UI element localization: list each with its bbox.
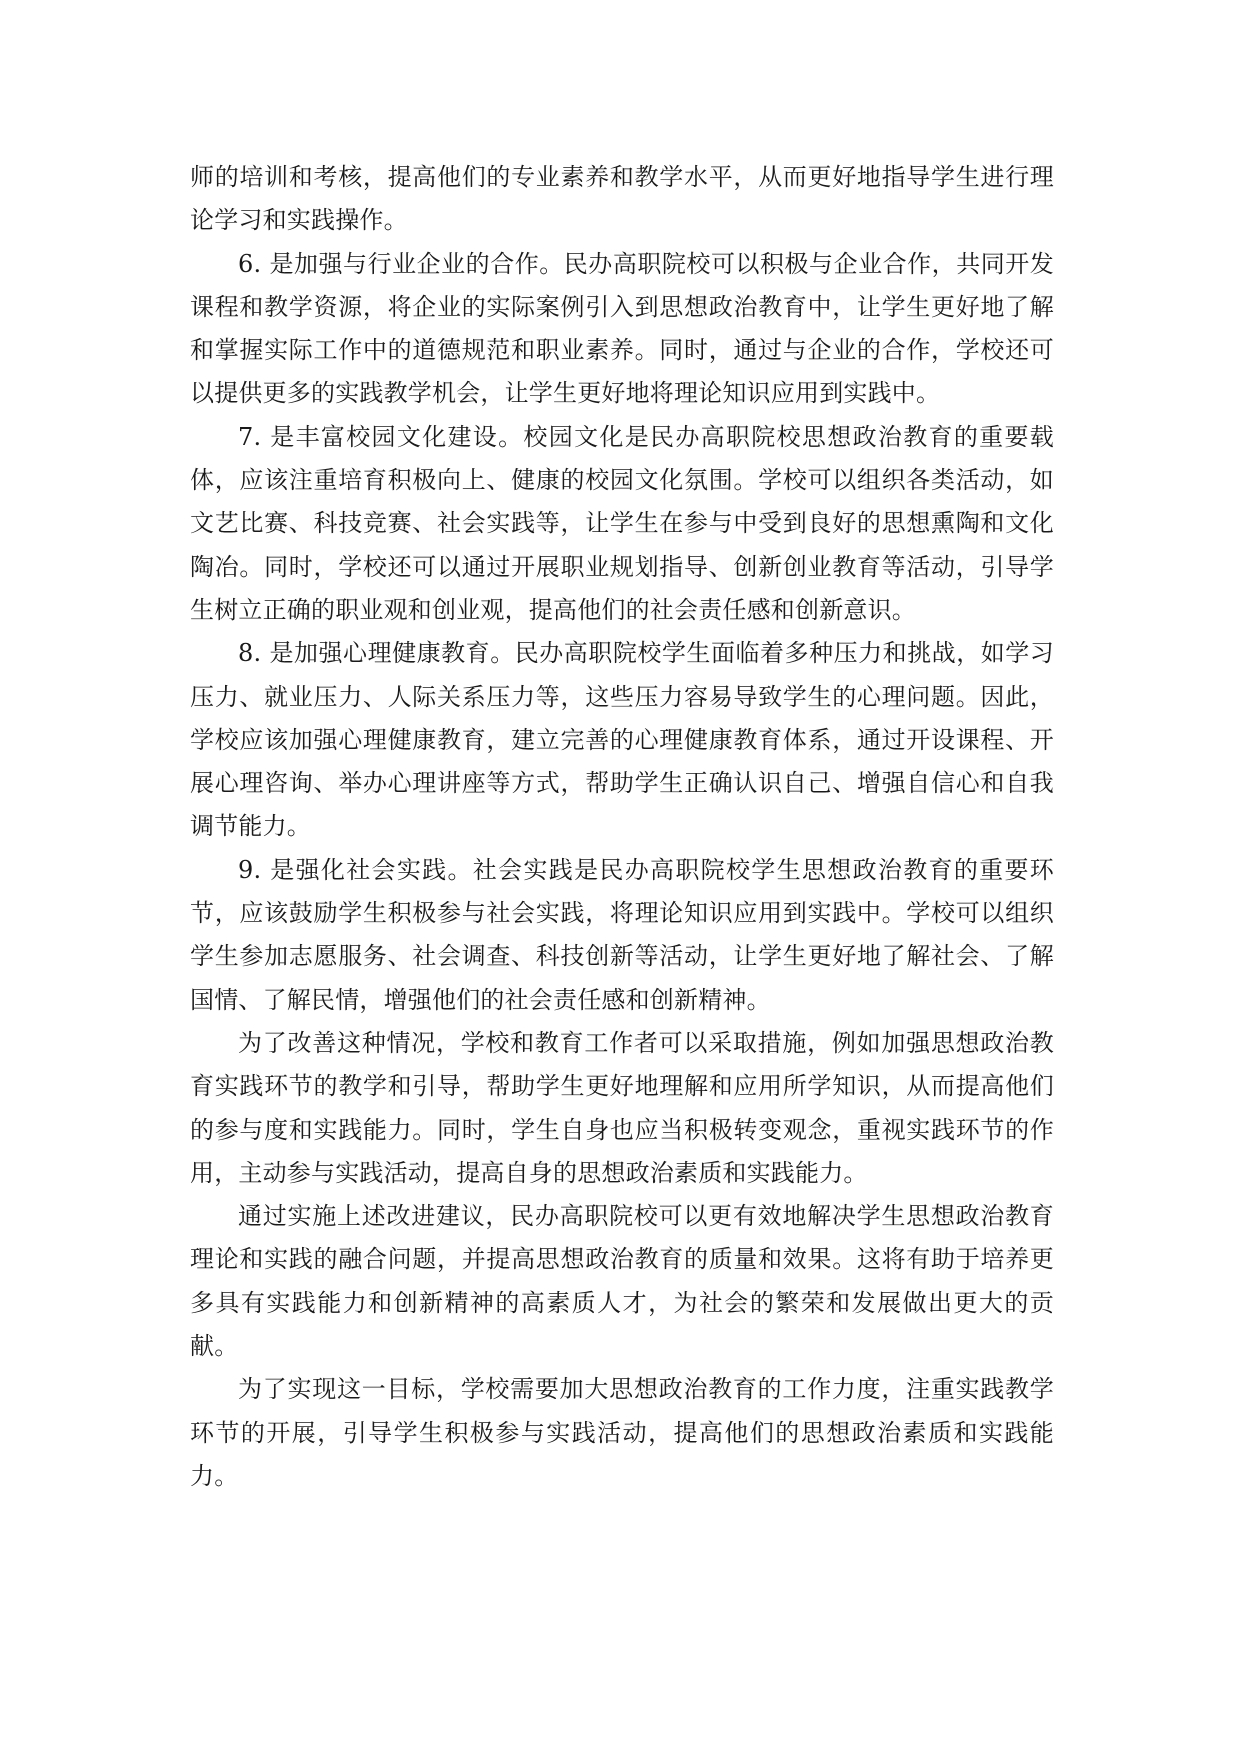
paragraph-goal: 为了实现这一目标，学校需要加大思想政治教育的工作力度，注重实践教学环节的开展，引导学生积极参与实践活动，提高他们的思想政治素质和实践能力。 <box>190 1375 1054 1490</box>
paragraph-item-9-social-practice: 9. 是强化社会实践。社会实践是民办高职院校学生思想政治教育的重要环节，应该鼓励学生积极参与社会实践，将理论知识应用到实践中。学校可以组织学生参加志愿服务、社会调查、科技创新等活动，让学生更好地了解社会、了解国情、了解民情，增强他们的社会责任感和创新精神。 <box>190 855 1054 1014</box>
paragraph-item-8-mental-health: 8. 是加强心理健康教育。民办高职院校学生面临着多种压力和挑战，如学习压力、就业压力、人际关系压力等，这些压力容易导致学生的心理问题。因此，学校应该加强心理健康教育，建立完善的心理健康教育体系，通过开设课程、开展心理咨询、举办心理讲座等方式，帮助学生正确认识自己、增强自信心和自我调节能力。 <box>190 639 1054 841</box>
paragraph-item-7-campus-culture: 7. 是丰富校园文化建设。校园文化是民办高职院校思想政治教育的重要载体，应该注重培育积极向上、健康的校园文化氛围。学校可以组织各类活动，如文艺比赛、科技竞赛、社会实践等，让学生在参与中受到良好的思想熏陶和文化陶冶。同时，学校还可以通过开展职业规划指导、创新创业教育等活动，引导学生树立正确的职业观和创业观，提高他们的社会责任感和创新意识。 <box>190 422 1054 624</box>
paragraph-item-6-industry-cooperation: 6. 是加强与行业企业的合作。民办高职院校可以积极与企业合作，共同开发课程和教学资源，将企业的实际案例引入到思想政治教育中，让学生更好地了解和掌握实际工作中的道德规范和职业素养。同时，通过与企业的合作，学校还可以提供更多的实践教学机会，让学生更好地将理论知识应用到实践中。 <box>190 249 1054 408</box>
paragraph-teacher-training-continued: 师的培训和考核，提高他们的专业素养和教学水平，从而更好地指导学生进行理论学习和实践操作。 <box>190 163 1054 235</box>
paragraph-improvement-measures: 为了改善这种情况，学校和教育工作者可以采取措施，例如加强思想政治教育实践环节的教学和引导，帮助学生更好地理解和应用所学知识，从而提高他们的参与度和实践能力。同时，学生自身也应当积极转变观念，重视实践环节的作用，主动参与实践活动，提高自身的思想政治素质和实践能力。 <box>190 1028 1054 1187</box>
paragraph-implementation-effect: 通过实施上述改进建议，民办高职院校可以更有效地解决学生思想政治教育理论和实践的融合问题，并提高思想政治教育的质量和效果。这将有助于培养更多具有实践能力和创新精神的高素质人才，为社会的繁荣和发展做出更大的贡献。 <box>190 1202 1054 1361</box>
document-body <box>190 156 1054 1498</box>
